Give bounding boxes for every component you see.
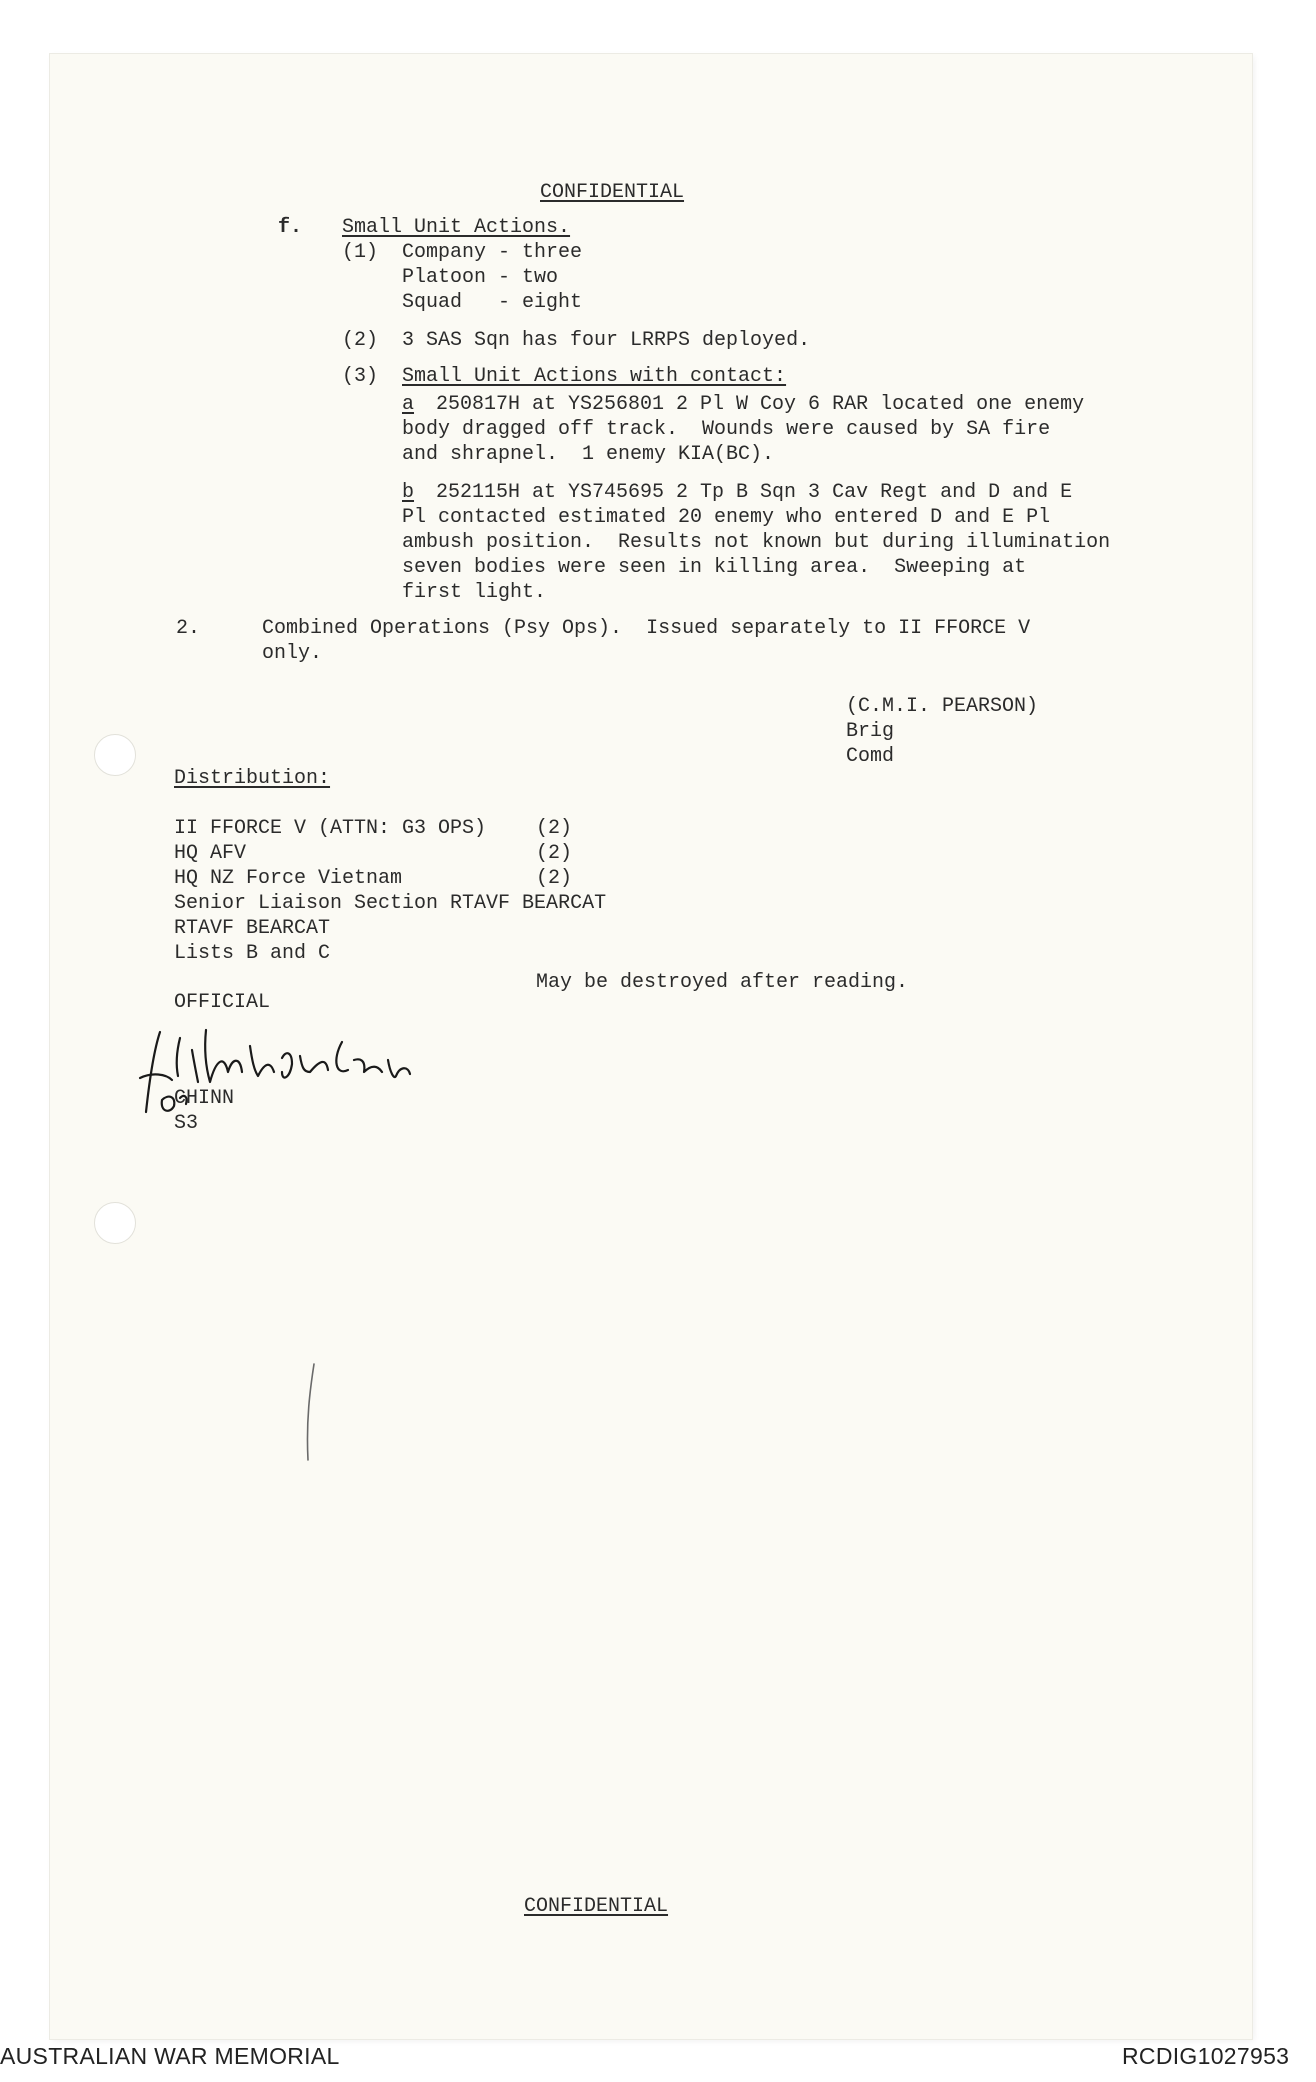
item-1-row-platoon: Platoon - two — [402, 266, 559, 289]
item-3b-line-5: first light. — [402, 581, 547, 604]
item-3a-line-1: 250817H at YS256801 2 Pl W Coy 6 RAR located one enemy — [436, 393, 1085, 416]
section-f-title: Small Unit Actions. — [342, 216, 571, 239]
item-3-title: Small Unit Actions with contact: — [402, 365, 787, 388]
destroy-note: May be destroyed after reading. — [536, 971, 909, 994]
distribution-entry-name: Lists B and C — [174, 942, 331, 965]
official-role: S3 — [174, 1112, 199, 1135]
item-3b-label: b — [402, 481, 415, 504]
distribution-title: Distribution: — [174, 767, 331, 790]
item-2-text: 3 SAS Sqn has four LRRPS deployed. — [402, 329, 811, 352]
distribution-entry-name: II FFORCE V (ATTN: G3 OPS) — [174, 817, 487, 840]
punch-hole-top — [94, 734, 136, 776]
section-2-line-1: Combined Operations (Psy Ops). Issued separately to II FFORCE V — [262, 617, 1031, 640]
distribution-entry-name: HQ AFV — [174, 842, 247, 865]
item-1-row-company: Company - three — [402, 241, 583, 264]
item-1-number: (1) — [342, 241, 379, 264]
item-3b-line-3: ambush position. Results not known but during illumination — [402, 531, 1111, 554]
punch-hole-bottom — [94, 1202, 136, 1244]
item-3-number: (3) — [342, 365, 379, 388]
item-1-row-squad: Squad - eight — [402, 291, 583, 314]
section-2-line-2: only. — [262, 642, 323, 665]
distribution-entry-copies: (2) — [536, 842, 573, 865]
item-3a-line-2: body dragged off track. Wounds were caused by SA fire — [402, 418, 1051, 441]
item-2-number: (2) — [342, 329, 379, 352]
item-3a-label: a — [402, 393, 415, 416]
item-3b-line-4: seven bodies were seen in killing area. Sweeping at — [402, 556, 1027, 579]
pencil-mark — [296, 1360, 326, 1480]
item-3a-line-3: and shrapnel. 1 enemy KIA(BC). — [402, 443, 775, 466]
signatory-rank: Brig — [846, 720, 895, 743]
official-label: OFFICIAL — [174, 991, 271, 1014]
footer-classification: CONFIDENTIAL — [524, 1895, 669, 1918]
distribution-entry-copies: (2) — [536, 817, 573, 840]
distribution-entry-name: Senior Liaison Section RTAVF BEARCAT — [174, 892, 607, 915]
official-name: CHINN — [174, 1087, 235, 1110]
distribution-entry-name: RTAVF BEARCAT — [174, 917, 331, 940]
distribution-entry-copies: (2) — [536, 867, 573, 890]
section-2-number: 2. — [176, 617, 201, 640]
signatory-appointment: Comd — [846, 745, 895, 768]
archive-source-label: AUSTRALIAN WAR MEMORIAL — [0, 2043, 340, 2069]
header-classification: CONFIDENTIAL — [540, 181, 685, 204]
item-3b-line-2: Pl contacted estimated 20 enemy who entered D and E Pl — [402, 506, 1051, 529]
archive-reference-label: RCDIG1027953 — [1122, 2043, 1290, 2069]
item-3b-line-1: 252115H at YS745695 2 Tp B Sqn 3 Cav Regt and D and E — [436, 481, 1073, 504]
signatory-name: (C.M.I. PEARSON) — [846, 695, 1039, 718]
section-f-marker: f. — [278, 216, 303, 239]
distribution-entry-name: HQ NZ Force Vietnam — [174, 867, 403, 890]
